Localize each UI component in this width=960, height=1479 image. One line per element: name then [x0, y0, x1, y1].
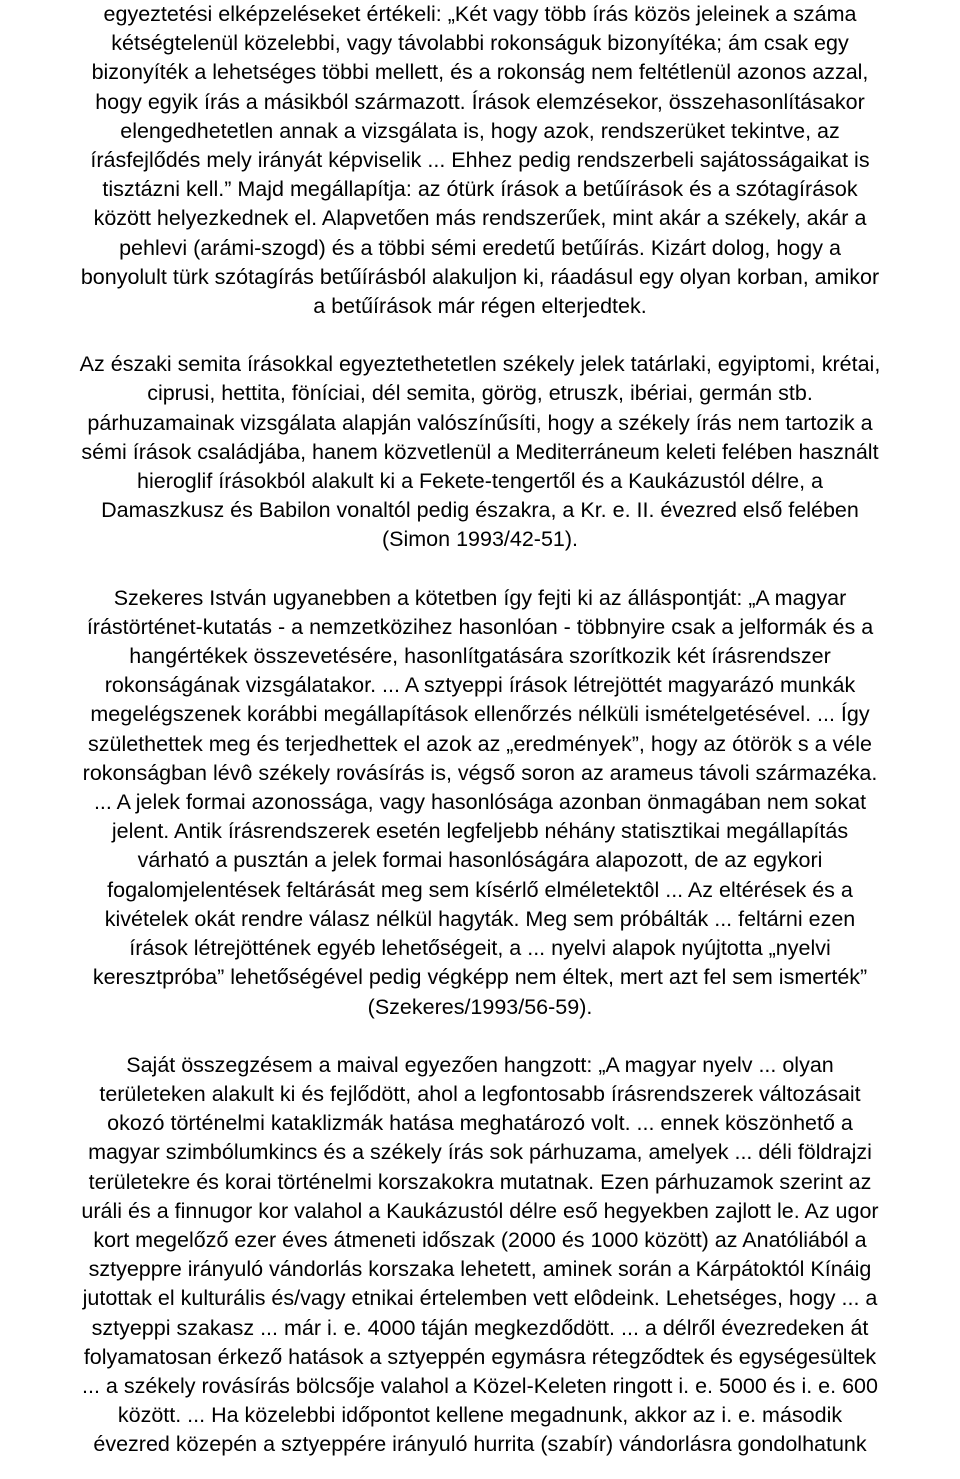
- text-line: magyar szimbólumkincs és a székely írás sok párhuzama, amelyek ... déli földrajzi: [88, 1140, 872, 1165]
- text-line: párhuzamainak vizsgálata alapján valószínűsíti, hogy a székely írás nem tartozik a: [87, 410, 873, 435]
- text-line: jutottak el kulturális és/vagy etnikai értelemben vett elôdeink. Lehetséges, hogy ... a: [82, 1286, 878, 1311]
- text-line: hangértékek összevetésére, hasonlítgatására szorítkozik két írásrendszer: [129, 644, 831, 669]
- text-line: kort megelőző ezer éves átmeneti időszak (2000 és 1000 között) az Anatóliából a: [93, 1227, 867, 1252]
- text-line: uráli és a finnugor kor valahol a Kaukázustól délre eső hegyekben zajlott le. Az ugor: [81, 1198, 879, 1223]
- text-line: sztyeppi szakasz ... már i. e. 4000 táján megkezdődött. ... a délről évezredeken át: [91, 1315, 869, 1340]
- text-line: írástörténet-kutatás - a nemzetközihez hasonlóan - többnyire csak a jelformák és a: [86, 614, 874, 639]
- text-line: írások létrejöttének egyéb lehetőségeit, a ... nyelvi alapok nyújtotta „nyelvi: [129, 936, 831, 961]
- text-line: hogy egyik írás a másikból származott. Írások elemzésekor, összehasonlításakor: [95, 89, 865, 114]
- text-line: folyamatosan érkező hatások a sztyeppén egymásra rétegződtek és egységesültek: [83, 1344, 877, 1369]
- text-line: várható a pusztán a jelek formai hasonlóságára alapozott, de az egykori: [137, 848, 823, 873]
- text-line: rokonságban lévô székely rovásírás is, végső soron az arameus távoli származéka.: [82, 760, 878, 785]
- text-line: elengedhetetlen annak a vizsgálata is, hogy azok, rendszerüket tekintve, az: [120, 118, 840, 143]
- text-line: megelégszenek korábbi megállapítások ellenőrzés nélküli ismételgetésével. ... Így: [90, 702, 870, 727]
- text-line: okozó történelmi kataklizmák hatása meghatározó volt. ... ennek köszönhető a: [107, 1111, 853, 1136]
- paragraph-1: [2, 0, 958, 321]
- text-line: ... a székely rovásírás bölcsője valahol a Közel-Keleten ringott i. e. 5000 és i. e. 600: [82, 1373, 878, 1398]
- text-line: Saját összegzésem a maival egyezően hangzott: „A magyar nyelv ... olyan: [126, 1052, 834, 1077]
- text-line: kivételek okát rendre válasz nélkül hagyták. Meg sem próbálták ... feltárni ezen: [104, 906, 856, 931]
- text-line: a betűírások már régen elterjedtek.: [313, 294, 647, 319]
- text-line: területeken alakult ki és fejlődött, ahol a legfontosabb írásrendszerek változásait: [99, 1081, 861, 1106]
- text-line: jelent. Antik írásrendszerek esetén legfeljebb néhány statisztikai megállapítás: [111, 819, 849, 844]
- text-line: keresztpróba” lehetőségével pedig végképp nem éltek, mert azt fel sem ismerték”: [92, 965, 868, 990]
- text-line: évezred közepén a sztyeppére irányuló hurrita (szabír) vándorlásra gondolhatunk: [93, 1432, 867, 1457]
- text-line: (Szekeres/1993/56-59).: [367, 994, 593, 1019]
- paragraph-2: [2, 350, 958, 554]
- text-line: sémi írások családjába, hanem közvetlenül a Mediterráneum keleti felében használt: [81, 439, 879, 464]
- paragraph-4: [2, 1051, 958, 1460]
- text-line: Szekeres István ugyanebben a kötetben így fejti ki az álláspontját: „A magyar: [113, 585, 847, 610]
- text-line: egyeztetési elképzeléseket értékeli: „Két vagy több írás közös jeleinek a száma: [103, 2, 857, 26]
- text-line: írásfejlődés mely irányát képviselik ... Ehhez pedig rendszerbeli sajátosságaikat is: [90, 148, 870, 173]
- text-line: születhettek meg és terjedhettek el azok az „eredmények”, hogy az ótörök s a véle: [88, 731, 872, 756]
- text-line: ... A jelek formai azonossága, vagy hasonlósága azonban önmagában nem sokat: [93, 790, 867, 815]
- text-line: kétségtelenül közelebbi, vagy távolabbi rokonságuk bizonyítéka; ám csak egy: [111, 31, 849, 56]
- text-line: bonyolult türk szótagírás betűírásból alakuljon ki, ráadásul egy olyan korban, amikor: [80, 264, 880, 289]
- text-line: területekre és korai történelmi korszakokra mutatnak. Ezen párhuzamok szerint az: [88, 1169, 872, 1194]
- text-line: sztyeppre irányuló vándorlás korszaka lehetett, aminek során a Kárpátoktól Kínáig: [88, 1257, 872, 1282]
- text-line: Damaszkusz és Babilon vonaltól pedig északra, a Kr. e. II. évezred első felében: [101, 498, 859, 523]
- text-line: tisztázni kell.” Majd megállapítja: az ótürk írások a betűírások és a szótagírások: [102, 177, 858, 202]
- text-line: hieroglif írásokból alakult ki a Fekete-tengertől és a Kaukázustól délre, a: [137, 469, 823, 494]
- text-line: között helyezkednek el. Alapvetően más rendszerűek, mint akár a székely, akár a: [93, 206, 867, 231]
- text-line: bizonyíték a lehetséges többi mellett, és a rokonság nem feltétlenül azonos azzal,: [91, 60, 869, 85]
- paragraph-3: [2, 584, 958, 1022]
- text-line: (Simon 1993/42-51).: [382, 527, 578, 552]
- text-line: pehlevi (arámi-szogd) és a többi sémi eredetű betűírás. Kizárt dolog, hogy a: [119, 235, 841, 260]
- text-line: között. ... Ha közelebbi időpontot kellene megadnunk, akkor az i. e. második: [117, 1403, 843, 1428]
- text-line: fogalomjelentések feltárását meg sem kísérlő elméletektôl ... Az eltérések és a: [107, 877, 853, 902]
- text-line: ciprusi, hettita, föníciai, dél semita, görög, etruszk, ibériai, germán stb.: [147, 381, 813, 406]
- text-line: Az északi semita írásokkal egyeztethetetlen székely jelek tatárlaki, egyiptomi, krétai,: [79, 352, 881, 377]
- text-line: rokonságának vizsgálatakor. ... A sztyeppi írások létrejöttét magyarázó munkák: [104, 673, 856, 698]
